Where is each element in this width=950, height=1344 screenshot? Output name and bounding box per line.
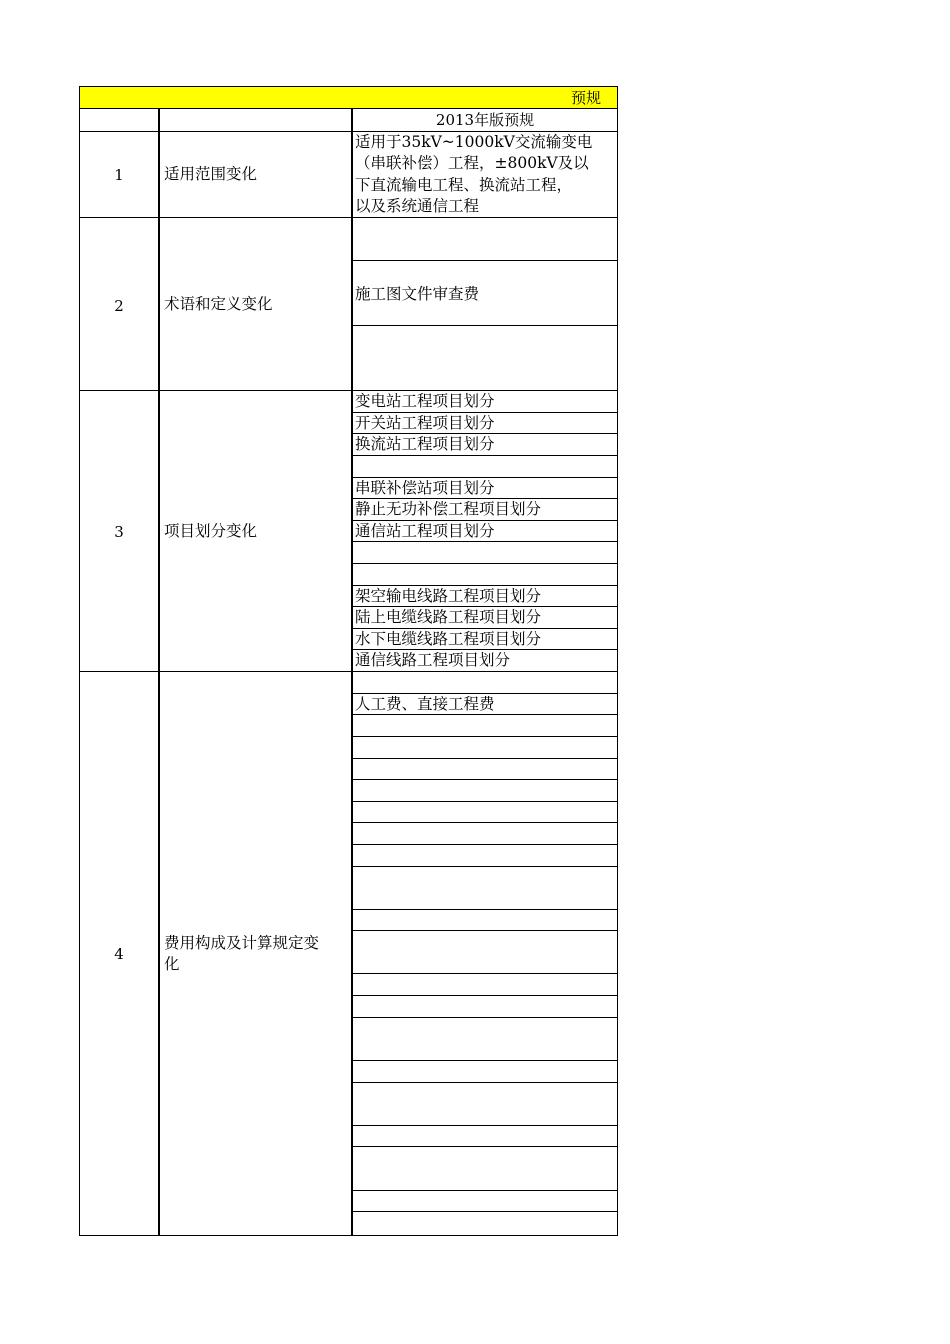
cell-divider (352, 1190, 617, 1191)
category-1: 适用范围变化 (164, 165, 258, 183)
term-item-1: 施工图文件审查费 (355, 285, 480, 303)
division-item-7: 通信站工程项目划分 (355, 522, 495, 540)
section-divider-1 (80, 217, 617, 218)
scope-line-4: 以及系统通信工程 (355, 197, 480, 215)
spreadsheet-table (79, 86, 618, 1236)
cell-divider (352, 973, 617, 974)
cell-divider (352, 1017, 617, 1018)
scope-line-2: （串联补偿）工程，±800kV及以 (355, 154, 589, 172)
cost-item-1: 人工费、直接工程费 (355, 695, 495, 713)
cell-divider (352, 1125, 617, 1126)
cell-divider (352, 930, 617, 931)
row-number-4: 4 (114, 945, 124, 963)
category-4-line-2: 化 (164, 955, 180, 973)
cell-divider (352, 822, 617, 823)
cell-divider (352, 736, 617, 737)
category-4-line-1: 费用构成及计算规定变 (164, 934, 320, 952)
cell-divider (352, 563, 617, 564)
division-item-5: 串联补偿站项目划分 (355, 479, 495, 497)
cell-divider (352, 758, 617, 759)
cell-divider (352, 1211, 617, 1212)
cell-divider (352, 844, 617, 845)
division-item-10: 架空输电线路工程项目划分 (355, 587, 542, 605)
division-item-3: 换流站工程项目划分 (355, 435, 495, 453)
division-item-11: 陆上电缆线路工程项目划分 (355, 608, 542, 626)
section-divider-2 (80, 390, 617, 391)
cell-divider (352, 801, 617, 802)
scope-line-1: 适用于35kV~1000kV交流输变电 (355, 133, 593, 151)
cell-divider (352, 909, 617, 910)
header-2013-edition: 2013年版预规 (435, 111, 535, 129)
division-item-12: 水下电缆线路工程项目划分 (355, 630, 542, 648)
section-divider-3 (80, 671, 617, 672)
cell-divider (352, 866, 617, 867)
division-item-2: 开关站工程项目划分 (355, 414, 495, 432)
cell-divider (352, 995, 617, 996)
row-number-2: 2 (114, 297, 124, 315)
category-2: 术语和定义变化 (164, 295, 273, 313)
category-3: 项目划分变化 (164, 522, 258, 540)
cell-divider (352, 779, 617, 780)
cell-divider (352, 1060, 617, 1061)
cell-divider (352, 1146, 617, 1147)
cell-divider (352, 260, 617, 261)
title-bar (80, 87, 617, 109)
division-item-1: 变电站工程项目划分 (355, 392, 495, 410)
cell-divider (352, 325, 617, 326)
row-number-1: 1 (114, 166, 124, 184)
sheet-title: 预规 (570, 89, 601, 107)
scope-line-3: 下直流输电工程、换流站工程， (355, 176, 573, 194)
cell-divider (352, 1082, 617, 1083)
division-item-13: 通信线路工程项目划分 (355, 651, 511, 669)
row-number-3: 3 (114, 523, 124, 541)
division-item-6: 静止无功补偿工程项目划分 (355, 500, 542, 518)
